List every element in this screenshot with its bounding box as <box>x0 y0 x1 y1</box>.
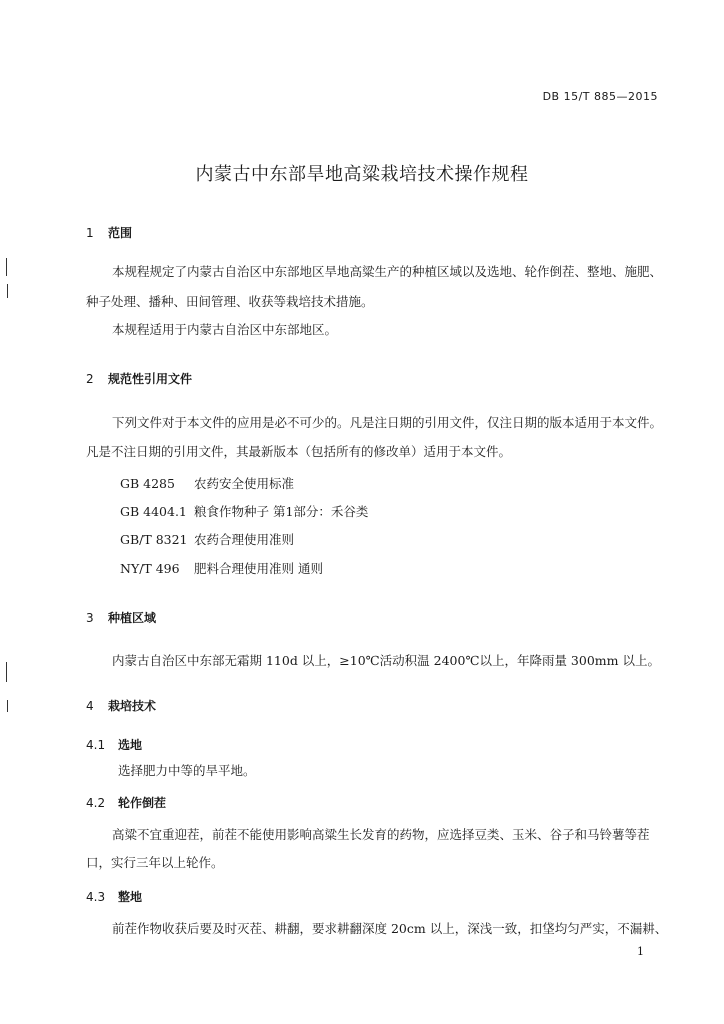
section-number: 3 <box>86 611 94 625</box>
reference-code: GB 4285 <box>120 476 175 491</box>
scan-artifact <box>7 284 8 298</box>
subsection-title: 选地 <box>118 738 143 752</box>
paragraph: 高粱不宜重迎茬，前茬不能使用影响高粱生长发育的药物，应选择豆类、玉米、谷子和马铃薯等茬 <box>112 827 650 842</box>
subsection-number: 4.1 <box>86 738 106 752</box>
reference-title: 肥料合理使用准则 通则 <box>194 561 323 576</box>
scan-artifact <box>6 258 7 276</box>
paragraph: 下列文件对于本文件的应用是必不可少的。凡是注日期的引用文件，仅注日期的版本适用于本文件。 <box>112 415 663 430</box>
reference-code: GB 4404.1 <box>120 504 187 519</box>
section-title: 栽培技术 <box>108 699 157 713</box>
paragraph: 口，实行三年以上轮作。 <box>86 855 224 870</box>
reference-item <box>120 502 368 520</box>
section-3-heading <box>86 609 156 626</box>
section-number: 4 <box>86 699 94 713</box>
section-title: 范围 <box>108 226 133 240</box>
subsection-4-1-heading <box>86 736 142 753</box>
paragraph: 选择肥力中等的旱平地。 <box>118 763 256 778</box>
paragraph: 本规程规定了内蒙古自治区中东部地区旱地高粱生产的种植区域以及选地、轮作倒茬、整地、施肥、 <box>112 264 663 279</box>
section-number: 2 <box>86 372 94 386</box>
scan-artifact <box>7 700 8 712</box>
page-number: 1 <box>637 945 644 958</box>
paragraph: 凡是不注日期的引用文件，其最新版本（包括所有的修改单）适用于本文件。 <box>86 444 512 459</box>
section-4-heading <box>86 697 156 714</box>
reference-title: 粮食作物种子 第1部分：禾谷类 <box>194 504 369 519</box>
reference-title: 农药合理使用准则 <box>194 532 295 547</box>
standard-code: DB 15/T 885—2015 <box>542 90 658 103</box>
paragraph: 种子处理、播种、田间管理、收获等栽培技术措施。 <box>86 294 374 309</box>
subsection-4-2-heading <box>86 794 166 811</box>
section-number: 1 <box>86 226 94 240</box>
section-1-heading <box>86 224 132 241</box>
reference-item <box>120 530 294 548</box>
section-title: 种植区域 <box>108 611 157 625</box>
subsection-number: 4.2 <box>86 796 106 810</box>
section-2-heading <box>86 370 192 387</box>
section-title: 规范性引用文件 <box>108 372 193 386</box>
reference-title: 农药安全使用标准 <box>194 476 295 491</box>
scan-artifact <box>6 662 7 682</box>
reference-item <box>120 559 323 577</box>
subsection-title: 整地 <box>118 890 143 904</box>
paragraph: 本规程适用于内蒙古自治区中东部地区。 <box>112 322 338 337</box>
reference-item <box>120 474 294 492</box>
paragraph: 前茬作物收获后要及时灭茬、耕翻，要求耕翻深度 20cm 以上，深浅一致，扣垡均匀严实，不漏耕、 <box>112 921 668 936</box>
subsection-title: 轮作倒茬 <box>118 796 167 810</box>
reference-code: GB/T 8321 <box>120 532 188 547</box>
document-title: 内蒙古中东部旱地高粱栽培技术操作规程 <box>195 164 529 185</box>
reference-code: NY/T 496 <box>120 561 180 576</box>
subsection-number: 4.3 <box>86 890 106 904</box>
paragraph: 内蒙古自治区中东部无霜期 110d 以上，≥10℃活动积温 2400℃以上，年降雨量 300mm 以上。 <box>112 653 660 668</box>
subsection-4-3-heading <box>86 888 142 905</box>
